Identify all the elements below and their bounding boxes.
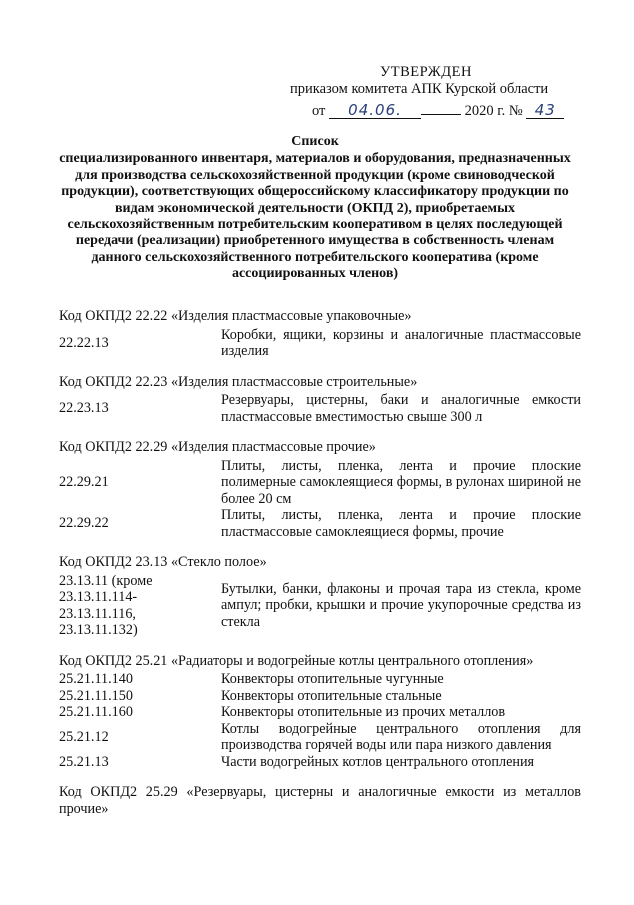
item-code: 23.13.11 (кроме 23.13.11.114- 23.13.11.116, 23.13.11.132) (59, 572, 153, 638)
item-description: Конвекторы отопительные из прочих металлов (221, 704, 506, 720)
item-code: 22.29.22 (59, 515, 109, 532)
list-item (59, 754, 581, 771)
list-item (59, 392, 581, 425)
number-handwritten: 43 (534, 101, 556, 119)
item-description: Конвекторы отопительные чугунные (221, 671, 444, 687)
group-25-21 (59, 653, 581, 771)
title-body: специализированного инвентаря, материалов и оборудования, предназначенных для производства сельскохозяйственной продукции (кроме свиноводческой продукции), соответствующих общероссийскому классификатору продукции по видам экономической деятельности (ОКПД 2), приобретаемых сельскохозяйственным потребительским кооперативом в целях последующей передачи (реализации) приобретенного имущества в собственность членам данного сельскохозяйственного потребительского кооператива (кроме ассоциированных членов) (59, 151, 571, 282)
list-item (59, 671, 581, 688)
item-description: Резервуары, цистерны, баки и аналогичные емкости пластмассовые вместимостью свыше 300 л (221, 392, 581, 425)
group-22-22 (59, 308, 581, 360)
list-item (59, 573, 581, 639)
approval-block (290, 64, 590, 120)
item-code: 22.22.13 (59, 334, 109, 351)
group-heading: Код ОКПД2 22.23 «Изделия пластмассовые строительные» (59, 373, 418, 390)
list-item (59, 507, 581, 540)
item-description: Плиты, листы, пленка, лента и прочие плоские полимерные самоклеящиеся формы, в рулонах шириной не более 20 см (221, 457, 581, 507)
item-description: Конвекторы отопительные стальные (221, 687, 442, 704)
order-date-line (290, 98, 590, 120)
date-suffix: 2020 г. № (464, 103, 523, 119)
group-heading: Код ОКПД2 23.13 «Стекло полое» (59, 554, 267, 570)
item-description: Плиты, листы, пленка, лента и прочие плоские пластмассовые самоклеящиеся формы, прочие (221, 507, 581, 540)
item-code: 22.23.13 (59, 400, 109, 417)
approved-label: УТВЕРЖДЕН (380, 64, 472, 80)
group-heading: Код ОКПД2 25.21 «Радиаторы и водогрейные котлы центрального отопления» (59, 652, 534, 669)
item-code: 25.21.11.150 (59, 687, 133, 704)
list-item (59, 327, 581, 360)
item-code: 25.21.12 (59, 728, 109, 745)
document-title (55, 134, 575, 283)
date-underline (421, 98, 461, 115)
item-description: Бутылки, банки, флаконы и прочая тара из стекла, кроме ампул; пробки, крышки и прочие укупорочные средства из стекла (221, 580, 581, 630)
date-prefix: от (312, 103, 326, 119)
group-22-23 (59, 374, 581, 426)
item-code: 22.29.21 (59, 474, 109, 490)
list-item (59, 688, 581, 705)
item-code: 25.21.13 (59, 753, 109, 770)
item-description: Котлы водогрейные центрального отопления для производства горячей воды или пара низкого давления (221, 720, 581, 753)
list-item (59, 458, 581, 508)
list-item (59, 704, 581, 721)
group-heading: Код ОКПД2 22.29 «Изделия пластмассовые прочие» (59, 439, 376, 455)
group-23-13 (59, 554, 581, 639)
group-heading: Код ОКПД2 25.29 «Резервуары, цистерны и аналогичные емкости из металлов прочие» (59, 784, 581, 817)
group-22-29 (59, 439, 581, 540)
item-description: Коробки, ящики, корзины и аналогичные пластмассовые изделия (221, 326, 581, 359)
list-item (59, 721, 581, 754)
item-description: Части водогрейных котлов центрального отопления (221, 753, 535, 770)
date-handwritten: 04.06. (348, 101, 402, 119)
classifier-list (59, 308, 581, 831)
order-line: приказом комитета АПК Курской области (290, 81, 549, 97)
item-code: 25.21.11.140 (59, 671, 133, 687)
number-field (526, 102, 564, 119)
group-25-29 (59, 784, 581, 817)
group-heading: Код ОКПД2 22.22 «Изделия пластмассовые упаковочные» (59, 308, 412, 324)
date-field (329, 102, 421, 119)
item-code: 25.21.11.160 (59, 704, 133, 720)
title-heading: Список (291, 134, 339, 149)
